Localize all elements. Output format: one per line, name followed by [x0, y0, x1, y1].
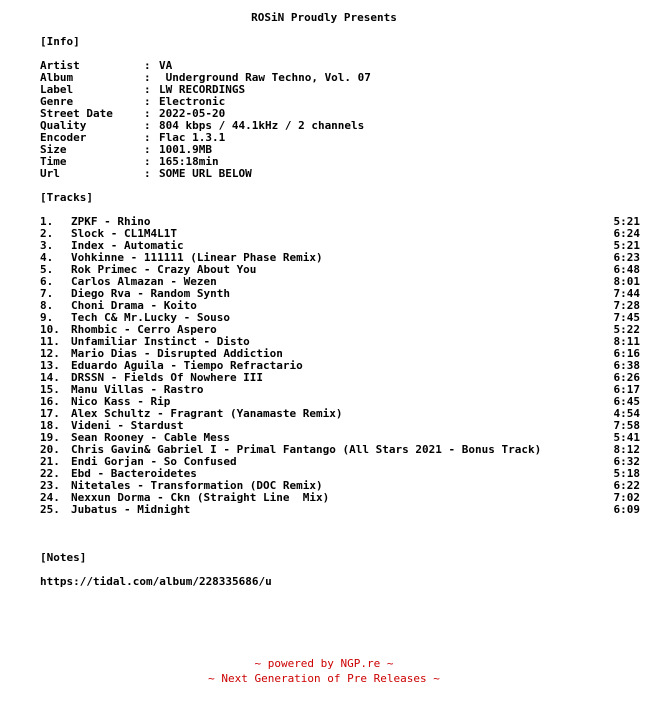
track-number: 6. — [40, 275, 54, 288]
track-number: 19. — [40, 431, 60, 444]
track-duration: 7:02 — [613, 491, 640, 504]
track-duration: 7:44 — [613, 287, 640, 300]
track-title: Eduardo Aguila - Tiempo Refractario — [71, 359, 303, 372]
track-number: 24. — [40, 491, 60, 504]
track-title: Carlos Almazan - Wezen — [71, 275, 217, 288]
track-title: Mario Dias - Disrupted Addiction — [71, 347, 283, 360]
track-duration: 6:32 — [613, 455, 640, 468]
track-number: 21. — [40, 455, 60, 468]
info-separator: : — [144, 131, 151, 144]
info-separator: : — [144, 59, 151, 72]
track-duration: 6:17 — [613, 383, 640, 396]
info-value: 165:18min — [159, 155, 219, 168]
info-value: 804 kbps / 44.1kHz / 2 channels — [159, 119, 365, 132]
info-value: Underground Raw Techno, Vol. 07 — [159, 71, 371, 84]
track-title: Tech C& Mr.Lucky - Souso — [71, 311, 230, 324]
info-key: Genre — [40, 95, 74, 108]
track-duration: 6:26 — [613, 371, 640, 384]
track-duration: 6:38 — [613, 359, 640, 372]
track-number: 11. — [40, 335, 60, 348]
track-duration: 6:09 — [613, 503, 640, 516]
track-duration: 6:45 — [613, 395, 640, 408]
track-duration: 6:24 — [613, 227, 640, 240]
info-separator: : — [144, 119, 151, 132]
track-title: Jubatus - Midnight — [71, 503, 191, 516]
track-title: Vohkinne - 111111 (Linear Phase Remix) — [71, 251, 323, 264]
track-duration: 6:16 — [613, 347, 640, 360]
track-title: Sean Rooney - Cable Mess — [71, 431, 230, 444]
info-value: 1001.9MB — [159, 143, 212, 156]
info-value: SOME URL BELOW — [159, 167, 252, 180]
track-number: 1. — [40, 215, 54, 228]
notes-url: https://tidal.com/album/228335686/u — [40, 575, 272, 588]
track-title: ZPKF - Rhino — [71, 215, 151, 228]
info-key: Url — [40, 167, 60, 180]
track-row — [40, 504, 640, 516]
info-key: Encoder — [40, 131, 87, 144]
track-number: 16. — [40, 395, 60, 408]
track-title: Nico Kass - Rip — [71, 395, 171, 408]
track-number: 25. — [40, 503, 60, 516]
track-number: 15. — [40, 383, 60, 396]
track-title: Unfamiliar Instinct - Disto — [71, 335, 250, 348]
track-title: Slock - CL1M4L1T — [71, 227, 177, 240]
track-duration: 4:54 — [613, 407, 640, 420]
footer-tagline: ~ Next Generation of Pre Releases ~ — [208, 672, 440, 685]
track-duration: 7:28 — [613, 299, 640, 312]
track-number: 17. — [40, 407, 60, 420]
track-duration: 5:22 — [613, 323, 640, 336]
track-title: Chris Gavin& Gabriel I - Primal Fantango (All Stars 2021 - Bonus Track) — [71, 443, 542, 456]
track-duration: 5:18 — [613, 467, 640, 480]
track-title: Ebd - Bacteroidetes — [71, 467, 197, 480]
track-number: 20. — [40, 443, 60, 456]
track-duration: 8:11 — [613, 335, 640, 348]
tracks-heading: [Tracks] — [40, 191, 93, 204]
track-title: Index - Automatic — [71, 239, 184, 252]
track-title: Videni - Stardust — [71, 419, 184, 432]
notes-heading: [Notes] — [40, 551, 87, 564]
info-value: 2022-05-20 — [159, 107, 226, 120]
track-title: Alex Schultz - Fragrant (Yanamaste Remix) — [71, 407, 343, 420]
track-title: Diego Rva - Random Synth — [71, 287, 230, 300]
info-value: VA — [159, 59, 173, 72]
info-key: Artist — [40, 59, 80, 72]
track-title: Endi Gorjan - So Confused — [71, 455, 237, 468]
track-list — [40, 216, 640, 516]
track-number: 12. — [40, 347, 60, 360]
info-key: Quality — [40, 119, 87, 132]
track-number: 18. — [40, 419, 60, 432]
track-duration: 6:48 — [613, 263, 640, 276]
info-key: Street Date — [40, 107, 113, 120]
track-title: Manu Villas - Rastro — [71, 383, 204, 396]
track-number: 22. — [40, 467, 60, 480]
track-title: Rhombic - Cerro Aspero — [71, 323, 217, 336]
nfo-title: ROSiN Proudly Presents — [251, 11, 397, 24]
track-duration: 5:41 — [613, 431, 640, 444]
track-number: 10. — [40, 323, 60, 336]
info-separator: : — [144, 155, 151, 168]
track-duration: 7:45 — [613, 311, 640, 324]
info-value: Flac 1.3.1 — [159, 131, 226, 144]
info-key: Time — [40, 155, 67, 168]
track-title: Rok Primec - Crazy About You — [71, 263, 257, 276]
track-number: 5. — [40, 263, 54, 276]
info-key: Label — [40, 83, 74, 96]
track-number: 2. — [40, 227, 54, 240]
info-separator: : — [144, 143, 151, 156]
track-duration: 7:58 — [613, 419, 640, 432]
track-duration: 8:12 — [613, 443, 640, 456]
info-separator: : — [144, 107, 151, 120]
track-number: 8. — [40, 299, 54, 312]
info-value: LW RECORDINGS — [159, 83, 246, 96]
track-duration: 5:21 — [613, 239, 640, 252]
info-separator: : — [144, 71, 151, 84]
info-separator: : — [144, 167, 151, 180]
track-number: 14. — [40, 371, 60, 384]
track-title: Nexxun Dorma - Ckn (Straight Line Mix) — [71, 491, 330, 504]
track-number: 3. — [40, 239, 54, 252]
track-number: 7. — [40, 287, 54, 300]
track-number: 13. — [40, 359, 60, 372]
track-duration: 8:01 — [613, 275, 640, 288]
track-duration: 5:21 — [613, 215, 640, 228]
info-separator: : — [144, 95, 151, 108]
info-separator: : — [144, 83, 151, 96]
footer-powered-by: ~ powered by NGP.re ~ — [254, 657, 394, 670]
track-title: Nitetales - Transformation (DOC Remix) — [71, 479, 323, 492]
track-number: 23. — [40, 479, 60, 492]
info-key: Size — [40, 143, 67, 156]
track-title: DRSSN - Fields Of Nowhere III — [71, 371, 264, 384]
info-key: Album — [40, 71, 74, 84]
footer — [0, 656, 648, 686]
track-duration: 6:22 — [613, 479, 640, 492]
track-number: 9. — [40, 311, 54, 324]
track-title: Choni Drama - Koito — [71, 299, 197, 312]
info-heading: [Info] — [40, 35, 80, 48]
track-duration: 6:23 — [613, 251, 640, 264]
info-value: Electronic — [159, 95, 226, 108]
track-number: 4. — [40, 251, 54, 264]
